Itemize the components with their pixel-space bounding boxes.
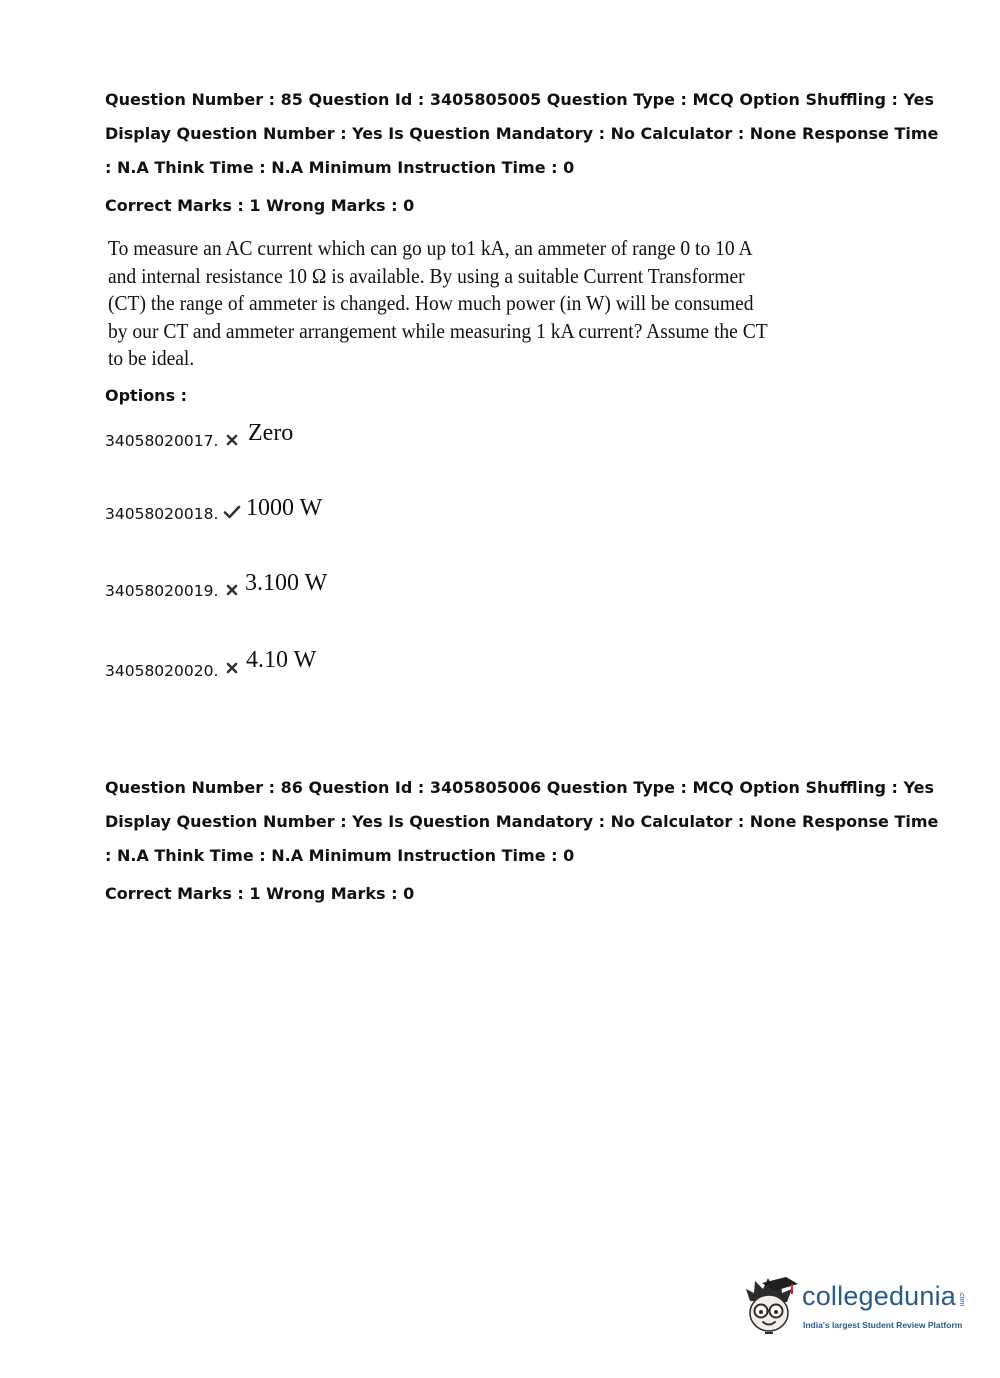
collegedunia-logo <box>742 1275 972 1345</box>
brand-domain-suffix: .com <box>958 1291 965 1307</box>
option-text: 4.10 W <box>246 647 317 673</box>
q86-marks: Correct Marks : 1 Wrong Marks : 0 <box>105 884 415 903</box>
cross-icon <box>225 583 239 597</box>
q85-meta-line-1: Question Number : 85 Question Id : 3405805005 Question Type : MCQ Option Shuffling : Yes <box>105 90 935 109</box>
q86-meta-line-1: Question Number : 86 Question Id : 3405805006 Question Type : MCQ Option Shuffling : Yes <box>105 778 935 797</box>
q85-meta <box>105 83 939 185</box>
option-id: 34058020019. <box>105 582 219 600</box>
q85-marks: Correct Marks : 1 Wrong Marks : 0 <box>105 196 415 215</box>
q85-question-text <box>108 235 768 373</box>
option-text: 1000 W <box>246 495 323 521</box>
option-text: Zero <box>248 420 294 446</box>
brand-tagline: India's largest Student Review Platform <box>803 1320 963 1330</box>
q85-meta-line-2: Display Question Number : Yes Is Question Mandatory : No Calculator : None Response Time <box>105 124 939 143</box>
options-label: Options : <box>105 386 188 405</box>
option-id: 34058020020. <box>105 662 219 680</box>
option-id: 34058020017. <box>105 432 219 450</box>
q86-meta <box>105 771 939 873</box>
cross-icon <box>225 661 239 675</box>
question-line: by our CT and ammeter arrangement while measuring 1 kA current? Assume the CT <box>108 318 768 343</box>
option-id: 34058020018. <box>105 505 219 523</box>
mascot-icon <box>742 1275 800 1337</box>
q86-meta-line-3: : N.A Think Time : N.A Minimum Instruction Time : 0 <box>105 846 575 865</box>
question-line: (CT) the range of ammeter is changed. How much power (in W) will be consumed <box>108 291 754 315</box>
q85-meta-line-3: : N.A Think Time : N.A Minimum Instruction Time : 0 <box>105 158 575 177</box>
cross-icon <box>225 433 239 447</box>
brand-name: collegedunia <box>802 1281 957 1311</box>
question-line: To measure an AC current which can go up to1 kA, an ammeter of range 0 to 10 A <box>108 236 753 260</box>
question-line: to be ideal. <box>108 346 195 370</box>
option-text: 3.100 W <box>245 570 328 596</box>
q86-meta-line-2: Display Question Number : Yes Is Question Mandatory : No Calculator : None Response Time <box>105 812 939 831</box>
question-line: and internal resistance 10 Ω is available. By using a suitable Current Transformer <box>108 263 745 288</box>
check-icon <box>223 505 241 519</box>
